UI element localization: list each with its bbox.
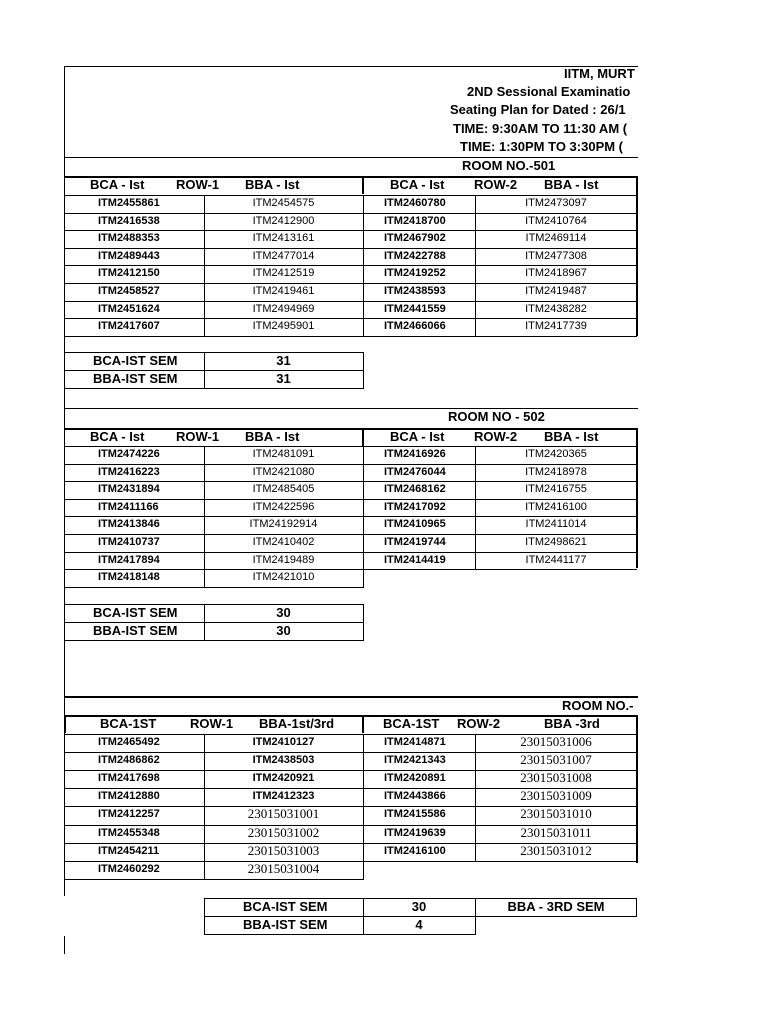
seat-cell: ITM2411166 <box>98 500 159 513</box>
sheet-top-border <box>64 66 638 67</box>
seat-cell: ITM2421010 <box>252 571 315 584</box>
seat-cell: ITM2476044 <box>384 465 446 478</box>
room501-summary-bottom <box>64 388 364 389</box>
seat-cell: ITM2495901 <box>252 320 315 333</box>
seat-cell: 23015031009 <box>520 788 592 804</box>
room502-title: ROOM NO - 502 <box>448 409 545 424</box>
room3-head-bca-right: BCA-1ST <box>383 716 440 731</box>
seat-cell: ITM2455348 <box>98 826 160 839</box>
seat-cell: ITM2410127 <box>252 736 315 748</box>
seat-cell: ITM2454211 <box>98 844 160 857</box>
seat-cell: ITM2417607 <box>98 320 160 333</box>
seat-cell: 23015031003 <box>247 842 320 858</box>
seat-cell: ITM2455861 <box>98 197 160 209</box>
seat-cell: ITM2474226 <box>98 448 160 460</box>
seat-cell: ITM2418967 <box>525 267 587 280</box>
room501-head-row2: ROW-2 <box>474 177 518 192</box>
seat-cell: ITM2417739 <box>525 320 587 333</box>
header-exam-title: 2ND Sessional Examinatio <box>467 84 631 99</box>
seat-cell: ITM2416926 <box>384 448 446 460</box>
seat-cell: ITM2431894 <box>98 483 160 496</box>
room502-left-row-line <box>64 587 364 588</box>
room501-summary-value-bca: 31 <box>276 353 291 368</box>
room3-right-row-line <box>363 861 637 862</box>
room3-left-border <box>64 734 65 879</box>
room3-header-divider <box>362 715 364 733</box>
room502-head-bca-right: BCA - Ist <box>390 429 445 444</box>
room501-head-bba-left: BBA - Ist <box>245 177 300 192</box>
room502-summary-bottom <box>64 640 364 641</box>
header-seating-plan-date: Seating Plan for Dated : 26/1 <box>450 102 626 117</box>
room502-top-line <box>64 408 638 409</box>
room502-summary-label-bca: BCA-IST SEM <box>93 605 178 620</box>
room501-head-bba-right: BBA - Ist <box>544 177 599 192</box>
room501-summary-value-bba: 31 <box>276 371 291 386</box>
room502-left-border <box>64 446 65 587</box>
seat-cell: ITM2486862 <box>98 754 160 767</box>
room502-head-bba-left: BBA - Ist <box>245 429 300 444</box>
room3-head-row2: ROW-2 <box>457 716 501 731</box>
seat-cell: 23015031008 <box>520 770 592 786</box>
seat-cell: ITM2460780 <box>384 197 446 209</box>
seat-cell: 23015031011 <box>520 824 592 840</box>
seat-cell: ITM2420891 <box>384 772 446 785</box>
seat-cell: 23015031002 <box>247 824 320 840</box>
seat-cell: ITM2410965 <box>384 518 446 531</box>
room3-summary-label-bca: BCA-IST SEM <box>243 899 328 914</box>
seat-cell: ITM2467902 <box>384 232 446 245</box>
room3-summary-right <box>636 898 637 916</box>
seat-cell: ITM2443866 <box>384 790 446 803</box>
seat-cell: 23015031006 <box>520 734 592 749</box>
seat-cell: ITM2419639 <box>384 826 446 839</box>
seat-cell: ITM2477014 <box>252 249 315 262</box>
seat-cell: ITM2416100 <box>384 844 446 857</box>
room502-summary-value-bba: 30 <box>276 623 291 638</box>
seat-cell: ITM2417698 <box>98 772 160 785</box>
room502-right-row-line <box>363 569 637 570</box>
room502-summary-value-bca: 30 <box>276 605 291 620</box>
seat-cell: ITM2416755 <box>525 483 587 496</box>
seat-cell: ITM2465492 <box>98 736 160 748</box>
room501-summary-right <box>363 352 364 388</box>
seat-cell: ITM2418700 <box>384 214 446 227</box>
room502-summary-label-bba: BBA-IST SEM <box>93 623 178 638</box>
seat-cell: ITM2412519 <box>252 267 315 280</box>
room3-head-bca-left: BCA-1ST <box>100 716 157 731</box>
seat-cell: ITM2481091 <box>252 448 315 460</box>
seat-cell: ITM2422788 <box>384 249 446 262</box>
seat-cell: ITM2412150 <box>98 267 160 280</box>
seat-cell: ITM2420365 <box>525 448 587 460</box>
seat-cell: ITM2477308 <box>525 249 587 262</box>
seat-cell: ITM2466066 <box>384 320 446 333</box>
room502-head-row2: ROW-2 <box>474 429 518 444</box>
seat-cell: ITM2416538 <box>98 214 160 227</box>
seat-cell: ITM2417894 <box>98 553 160 566</box>
room3-summary-left <box>204 898 205 934</box>
seat-cell: ITM2415586 <box>384 808 446 821</box>
room501-head-bca-right: BCA - Ist <box>390 177 445 192</box>
seat-cell: 23015031004 <box>247 860 320 876</box>
seat-cell: ITM2412900 <box>252 214 315 227</box>
sheet-left-border-tail <box>64 936 65 954</box>
seat-cell: ITM2488353 <box>98 232 160 245</box>
room3-header-left <box>64 715 66 733</box>
room502-head-bba-right: BBA - Ist <box>544 429 599 444</box>
room501-header-divider <box>362 176 364 194</box>
room501-title: ROOM NO.-501 <box>462 158 556 173</box>
seat-cell: ITM2419744 <box>384 536 446 548</box>
seat-cell: ITM2494969 <box>252 302 315 315</box>
seat-cell: ITM2441559 <box>384 302 446 315</box>
seat-cell: ITM2411014 <box>525 518 587 531</box>
seat-cell: ITM2441177 <box>525 553 587 566</box>
seat-cell: ITM2454575 <box>252 197 315 209</box>
seat-cell: ITM2412880 <box>98 790 160 803</box>
room3-summary-label-bba3rd: BBA - 3RD SEM <box>507 899 605 914</box>
room3-title: ROOM NO.- <box>562 698 634 713</box>
seat-cell: ITM2412257 <box>98 808 160 821</box>
seat-cell: ITM2421343 <box>384 754 446 767</box>
seat-cell: ITM2485405 <box>252 483 315 496</box>
seat-cell: 23015031012 <box>520 842 592 858</box>
seat-cell: ITM2416100 <box>525 500 587 513</box>
seat-cell: ITM2438282 <box>525 302 587 315</box>
seat-cell: ITM2418978 <box>525 465 587 478</box>
seat-cell: ITM2420921 <box>252 772 315 785</box>
seat-cell: 23015031007 <box>520 752 592 768</box>
room501-summary-label-bba: BBA-IST SEM <box>93 371 178 386</box>
room3-summary-bottom <box>204 934 476 935</box>
seat-cell: ITM2419461 <box>252 285 315 297</box>
room501-right-row-line <box>363 336 637 337</box>
room501-left-border <box>64 195 65 336</box>
room502-header-divider <box>362 428 364 446</box>
seat-cell: ITM24192914 <box>249 518 318 531</box>
seat-cell: 23015031001 <box>247 806 320 822</box>
seat-cell: ITM2410737 <box>98 536 160 548</box>
room501-head-bca-left: BCA - Ist <box>90 177 145 192</box>
room502-head-row1: ROW-1 <box>176 429 220 444</box>
seat-cell: ITM2473097 <box>525 197 587 209</box>
header-time-afternoon: TIME: 1:30PM TO 3:30PM ( <box>460 139 624 154</box>
seat-cell: ITM2438593 <box>384 285 446 297</box>
room3-summary-value-bba: 4 <box>415 917 423 932</box>
seat-cell: ITM2414419 <box>384 553 446 566</box>
seat-cell: ITM2419252 <box>384 267 446 280</box>
seat-cell: ITM2438503 <box>252 754 315 767</box>
room3-top-line <box>64 696 638 698</box>
room3-left-row-line <box>64 879 364 880</box>
room501-right-border <box>636 176 638 336</box>
seat-cell: ITM2421080 <box>252 465 315 478</box>
seat-cell: ITM2422596 <box>252 500 315 513</box>
seat-cell: ITM2460292 <box>98 862 160 875</box>
room3-head-bba-right: BBA -3rd <box>544 716 600 731</box>
seat-cell: ITM2417092 <box>384 500 446 513</box>
room3-summary-value-bca: 30 <box>411 899 427 914</box>
seat-cell: ITM2418148 <box>98 571 160 584</box>
seat-cell: ITM2419487 <box>525 285 587 297</box>
seat-cell: ITM2412323 <box>252 790 315 803</box>
seat-cell: ITM2451624 <box>98 302 160 315</box>
room3-head-row1: ROW-1 <box>190 716 234 731</box>
seat-cell: ITM2458527 <box>98 285 160 297</box>
seat-cell: ITM2410764 <box>525 214 587 227</box>
header-time-morning: TIME: 9:30AM TO 11:30 AM ( <box>453 121 628 136</box>
seat-cell: ITM2469114 <box>525 232 587 245</box>
seat-cell: ITM2468162 <box>384 483 446 496</box>
header-institute: IITM, MURT <box>564 66 635 81</box>
room501-head-row1: ROW-1 <box>176 177 220 192</box>
seat-cell: ITM2410402 <box>252 536 315 548</box>
room501-summary-label-bca: BCA-IST SEM <box>93 353 178 368</box>
room501-left-row-line <box>64 336 364 337</box>
room502-summary-right <box>363 604 364 640</box>
seat-cell: ITM2419489 <box>252 553 315 566</box>
seat-cell: ITM2413846 <box>98 518 160 531</box>
seat-cell: ITM2416223 <box>98 465 160 478</box>
seat-cell: ITM2413161 <box>252 232 315 245</box>
seat-cell: ITM2489443 <box>98 249 160 262</box>
room3-summary-label-bba: BBA-IST SEM <box>243 917 328 932</box>
room502-head-bca-left: BCA - Ist <box>90 429 145 444</box>
seat-cell: 23015031010 <box>520 806 592 822</box>
seat-cell: ITM2414871 <box>384 736 446 748</box>
seat-cell: ITM2498621 <box>525 536 587 548</box>
room3-head-bba-left: BBA-1st/3rd <box>259 716 335 731</box>
